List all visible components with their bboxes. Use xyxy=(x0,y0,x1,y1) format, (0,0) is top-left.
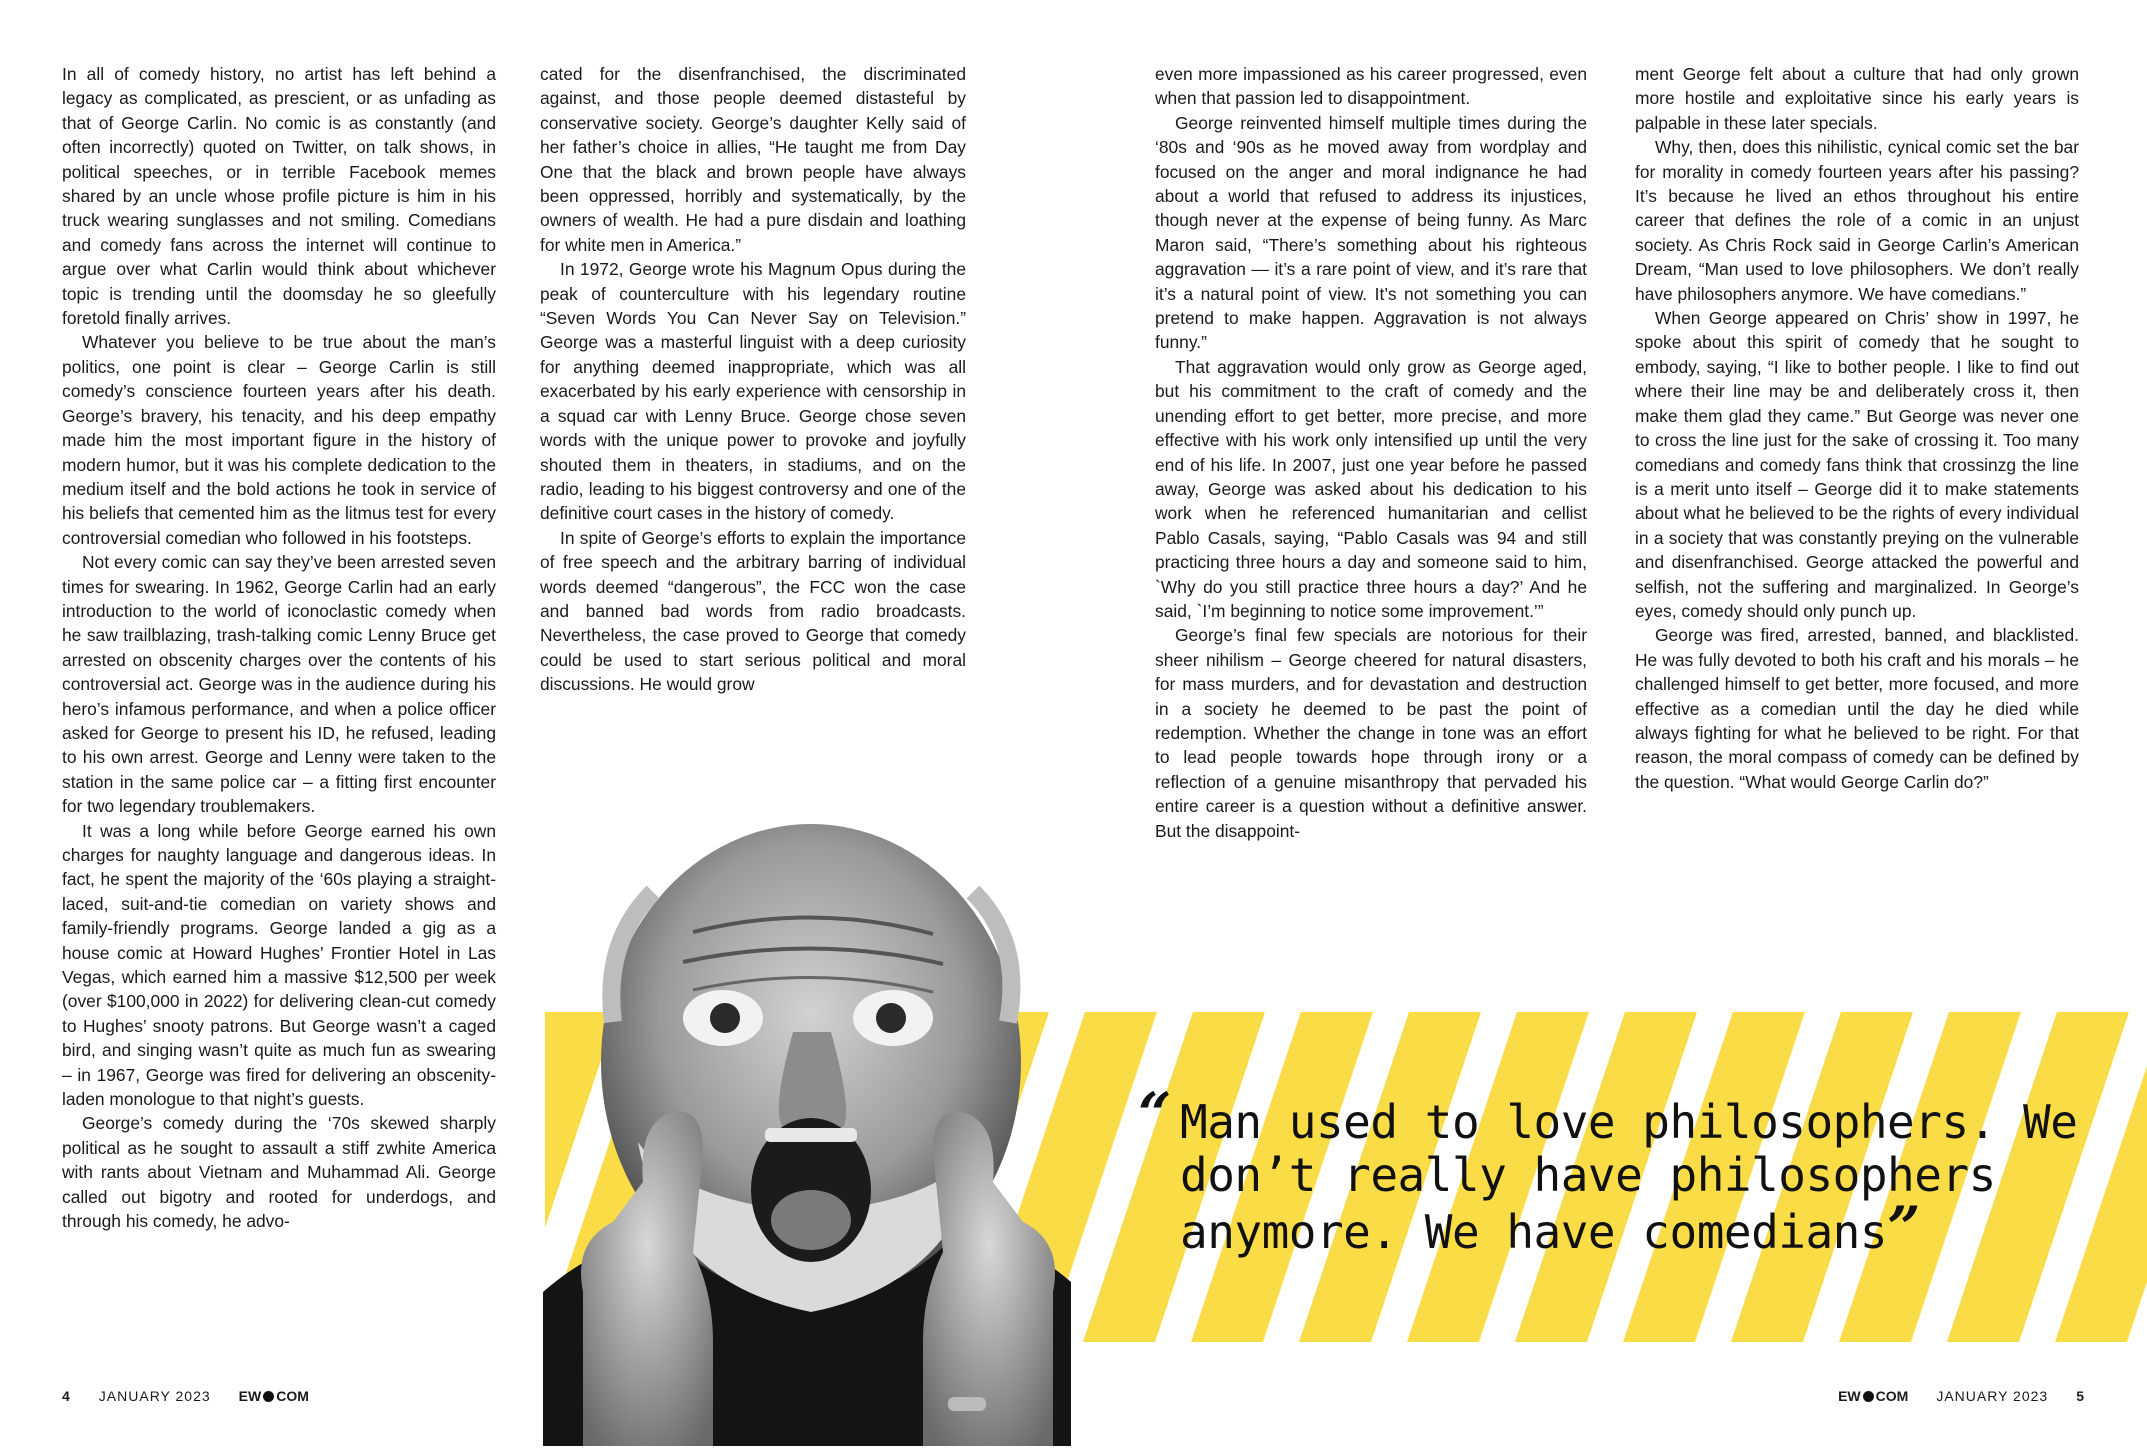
paragraph: Why, then, does this nihilistic, cynical comic set the bar for morality in comedy fourteen years after his passing? It’s because he lived an ethos throughout his entire career that defines the role of a comic in an unjust society. As Chris Rock said in George Carlin’s American Dream, “Man used to love philosophers. We don’t really have philosophers anymore. We have comedians.” xyxy=(1635,137,2079,304)
ew-logo xyxy=(239,1388,309,1404)
logo-left-text: EW xyxy=(1838,1388,1861,1404)
paragraph: George was fired, arrested, banned, and blacklisted. He was fully devoted to both his craft and his morals – he challenged himself to get better, more focused, and more effective as a comedian until the day he died while always fighting for what he believed to be right. For that reason, the moral compass of comedy can be defined by the question. “What would George Carlin do?” xyxy=(1635,625,2079,792)
issue-date: JANUARY 2023 xyxy=(1936,1388,2049,1404)
pull-quote xyxy=(1138,1080,2140,1262)
close-quote-mark: ” xyxy=(1887,1194,1920,1262)
paragraph: ment George felt about a culture that had only grown more hostile and exploitative since his early years is palpable in these later specials. xyxy=(1635,64,2079,133)
open-quote-mark: “ xyxy=(1138,1080,1171,1148)
page-number: 5 xyxy=(2076,1388,2085,1404)
page-number: 4 xyxy=(62,1388,71,1404)
paragraph: cated for the disenfranchised, the discriminated against, and those people deemed distasteful by conservative society. George’s daughter Kelly said of her father’s choice in allies, “He taught me from Day One that the black and brown people have always been oppressed, horribly and systematically, by the owners of wealth. He had a pure disdain and loathing for white men in America.” xyxy=(540,64,966,255)
paragraph: even more impassioned as his career progressed, even when that passion led to disappointment. xyxy=(1155,64,1587,109)
logo-dot-icon xyxy=(1863,1391,1874,1402)
issue-date: JANUARY 2023 xyxy=(98,1388,211,1404)
footer-left xyxy=(62,1388,309,1404)
paragraph: When George appeared on Chris’ show in 1997, he spoke about this spirit of comedy that he sought to embody, saying, “I like to bother people. I like to find out where their line may be and deliberately cross it, then make them glad they came.” But George was never one to cross the line just for the sake of crossing it. Too many comedians and comedy fans think that crossinzg the line is a merit unto itself – George did it to make statements about what he believed to be the rights of every individual in a society that was constantly preying on the vulnerable and disenfranchised. George attacked the powerful and selfish, not the suffering and marginalized. In George’s eyes, comedy should only punch up. xyxy=(1635,308,2079,621)
paragraph: In 1972, George wrote his Magnum Opus during the peak of counterculture with his legendary routine “Seven Words You Can Never Say on Television.” George was a masterful linguist with a deep curiosity for anything deemed inappropriate, which was all exacerbated by his early experience with censorship in a squad car with Lenny Bruce. George chose seven words with the unique power to provoke and joyfully shouted them in theaters, in stadiums, and on the radio, leading to his biggest controversy and one of the definitive court cases in the history of comedy. xyxy=(540,259,966,524)
article-column-4 xyxy=(1635,62,2079,794)
paragraph: That aggravation would only grow as George aged, but his commitment to the craft of comedy and the unending effort to get better, more precise, and more effective with his work only intensified up until the very end of his life. In 2007, just one year before he passed away, George was asked about his dedication to his work when he referenced humanitarian and cellist Pablo Casals, saying, “Pablo Casals was 94 and still practicing three hours a day and someone said to him, `Why do you still practice three hours a day?’ And he said, `I’m beginning to notice some improvement.’” xyxy=(1155,356,1587,621)
logo-dot-icon xyxy=(263,1391,274,1402)
paragraph: In spite of George’s efforts to explain the importance of free speech and the arbitrary barring of individual words deemed “dangerous”, the FCC won the case and banned bad words from radio broadcasts. Nevertheless, the case proved to George that comedy could be used to start serious political and moral discussions. He would grow xyxy=(540,527,966,695)
footer-right xyxy=(1838,1388,2085,1404)
logo-right-text: COM xyxy=(276,1388,309,1404)
man-shouting-photo xyxy=(543,822,1071,1446)
paragraph: Whatever you believe to be true about the man’s politics, one point is clear – George Carlin is still comedy’s conscience fourteen years after his death. George’s bravery, his tenacity, and his deep empathy made him the most important figure in the history of modern humor, but it was his complete dedication to the medium itself and the bold actions he took in service of his beliefs that cemented him as the litmus test for every controversial comedian who followed in his footsteps. xyxy=(62,332,496,548)
logo-left-text: EW xyxy=(238,1388,262,1404)
paragraph: It was a long while before George earned his own charges for naughty language and dangerous ideas. In fact, he spent the majority of the ‘60s playing a straight-laced, suit-and-tie comedian on variety shows and family-friendly programs. George landed a gig as a house comic at Howard Hughes’ Frontier Hotel in Las Vegas, which earned him a massive $12,500 per week (over $100,000 in 2022) for delivering clean-cut comedy to Hughes’ snooty patrons. But George wasn’t a caged bird, and singing wasn’t quite as much fun as swearing – in 1967, George was fired for delivering an obscenity-laden monologue to that night’s guests. xyxy=(62,820,496,1110)
paragraph: George reinvented himself multiple times during the ‘80s and ‘90s as he moved away from wordplay and focused on the anger and moral indignance he had about a world that refused to address its injustices, though never at the expense of being funny. As Marc Maron said, “There’s something about his righteous aggravation — it’s a rare point of view, and it’s rare that it’s a natural point of view. It’s not something you can pretend to make happen. Aggravation is not always funny.” xyxy=(1155,112,1587,353)
logo-right-text: COM xyxy=(1875,1388,1909,1404)
pull-quote-text: Man used to love philosophers. We don’t really have philosophers anymore. We have comedians xyxy=(1180,1095,2078,1259)
paragraph: George’s final few specials are notorious for their sheer nihilism – George cheered for natural disasters, for mass murders, and for devastation and destruction in a society he deemed to be past the point of redemption. Whether the change in tone was an effort to lead people towards hope through irony or a reflection of a genuine misanthropy that pervaded his entire career is a question without a definitive answer. But the disappoint- xyxy=(1155,625,1587,841)
paragraph: Not every comic can say they’ve been arrested seven times for swearing. In 1962, George Carlin had an early introduction to the world of iconoclastic comedy when he saw trailblazing, trash-talking comic Lenny Bruce get arrested on obscenity charges over the contents of his controversial act. George was in the audience during his hero’s infamous performance, and when a police officer asked for George to present his ID, he refused, leading to his own arrest. George and Lenny were taken to the station in the same police car – a fitting first encounter for two legendary troublemakers. xyxy=(62,552,496,817)
paragraph: George’s comedy during the ‘70s skewed sharply political as he sought to assault a stiff zwhite America with rants about Vietnam and Muhammad Ali. George called out bigotry and rooted for underdogs, and through his comedy, he advo- xyxy=(62,1113,496,1232)
article-column-3 xyxy=(1155,62,1587,843)
ew-logo xyxy=(1838,1388,1908,1404)
article-column-1 xyxy=(62,62,496,1234)
paragraph: In all of comedy history, no artist has left behind a legacy as complicated, as prescient, or as unfading as that of George Carlin. No comic is as constantly (and often incorrectly) quoted on Twitter, on talk shows, in political speeches, or in terrible Facebook memes shared by an uncle whose profile picture is him in his truck wearing sunglasses and not smiling. Comedians and comedy fans across the internet will continue to argue over what Carlin would think about whichever topic is trending until the doomsday he so gleefully foretold finally arrives. xyxy=(62,64,496,329)
article-column-2 xyxy=(540,62,966,697)
